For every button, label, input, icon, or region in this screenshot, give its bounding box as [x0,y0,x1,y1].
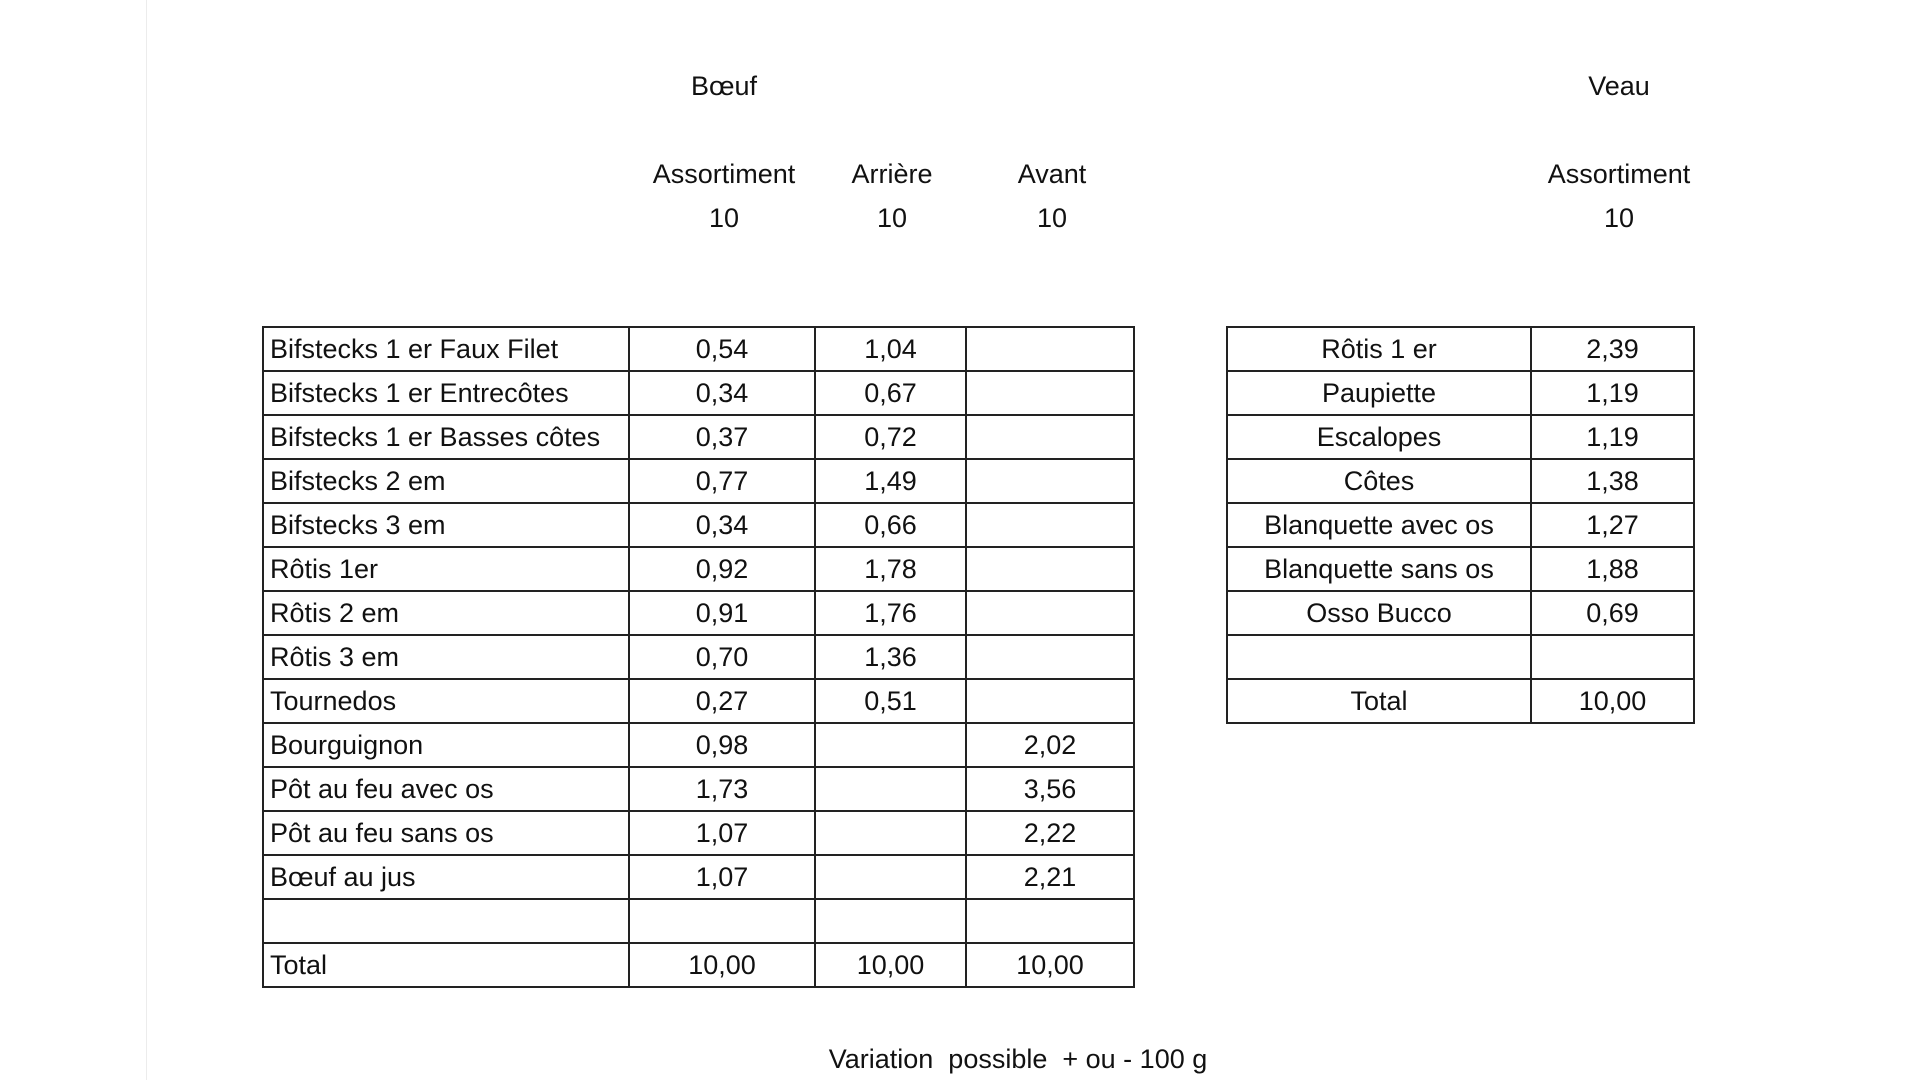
cell-avant [966,503,1134,547]
total-avant: 10,00 [966,943,1134,987]
cell-assortiment: 0,34 [629,503,815,547]
row-label: Côtes [1227,459,1531,503]
cell-assortiment: 1,73 [629,767,815,811]
cell-assortiment: 0,92 [629,547,815,591]
row-label [263,899,629,943]
cell-arriere: 0,66 [815,503,966,547]
cell-avant [966,679,1134,723]
row-label: Rôtis 1er [263,547,629,591]
cell-arriere [815,855,966,899]
table-row [263,811,1134,855]
cell-avant: 2,22 [966,811,1134,855]
boeuf-col-arriere-qty: 10 [876,203,908,233]
cell-value: 1,27 [1531,503,1694,547]
row-label: Blanquette sans os [1227,547,1531,591]
table-row-total [263,943,1134,987]
cell-avant: 2,02 [966,723,1134,767]
row-label: Bifstecks 3 em [263,503,629,547]
cell-arriere [815,899,966,943]
cell-arriere: 0,67 [815,371,966,415]
cell-arriere: 1,78 [815,547,966,591]
cell-assortiment: 0,37 [629,415,815,459]
boeuf-col-assortiment-qty: 10 [708,203,740,233]
table-row [263,503,1134,547]
total-value: 10,00 [1531,679,1694,723]
table-row [1227,327,1694,371]
table-row [263,855,1134,899]
boeuf-col-avant-qty: 10 [1036,203,1068,233]
cell-arriere [815,767,966,811]
table-row [263,635,1134,679]
cell-avant [966,371,1134,415]
row-label: Bœuf au jus [263,855,629,899]
table-row [1227,591,1694,635]
cell-assortiment: 0,34 [629,371,815,415]
boeuf-table [262,326,1135,988]
table-row [263,547,1134,591]
cell-avant [966,547,1134,591]
cell-avant [966,415,1134,459]
cell-arriere: 1,49 [815,459,966,503]
cell-assortiment: 1,07 [629,855,815,899]
row-label: Osso Bucco [1227,591,1531,635]
row-label: Rôtis 2 em [263,591,629,635]
row-label: Bifstecks 1 er Faux Filet [263,327,629,371]
table-row [1227,547,1694,591]
cell-avant [966,635,1134,679]
veau-col-assortiment-qty: 10 [1603,203,1635,233]
cell-assortiment [629,899,815,943]
cell-assortiment: 0,70 [629,635,815,679]
cell-assortiment: 0,27 [629,679,815,723]
cell-arriere: 0,51 [815,679,966,723]
row-label: Escalopes [1227,415,1531,459]
cell-assortiment: 0,54 [629,327,815,371]
cell-arriere: 1,04 [815,327,966,371]
cell-avant: 2,21 [966,855,1134,899]
cell-avant [966,327,1134,371]
table-row [263,327,1134,371]
total-assortiment: 10,00 [629,943,815,987]
cell-assortiment: 0,98 [629,723,815,767]
table-row [263,767,1134,811]
row-label: Pôt au feu sans os [263,811,629,855]
cell-arriere: 0,72 [815,415,966,459]
table-row [263,591,1134,635]
table-row-empty [263,899,1134,943]
total-label: Total [263,943,629,987]
row-label: Paupiette [1227,371,1531,415]
row-label: Blanquette avec os [1227,503,1531,547]
table-row [263,459,1134,503]
table-row [1227,371,1694,415]
table-row [263,371,1134,415]
row-label: Bifstecks 1 er Entrecôtes [263,371,629,415]
cell-arriere [815,723,966,767]
table-row-empty [1227,635,1694,679]
cell-value: 0,69 [1531,591,1694,635]
cell-value: 1,38 [1531,459,1694,503]
table-row [1227,415,1694,459]
cell-assortiment: 0,77 [629,459,815,503]
boeuf-title: Bœuf [690,71,758,101]
cell-arriere: 1,36 [815,635,966,679]
row-label [1227,635,1531,679]
cell-value: 1,88 [1531,547,1694,591]
cell-value: 1,19 [1531,371,1694,415]
total-label: Total [1227,679,1531,723]
table-row [263,723,1134,767]
row-label: Bifstecks 1 er Basses côtes [263,415,629,459]
cell-avant [966,591,1134,635]
cell-assortiment: 0,91 [629,591,815,635]
boeuf-col-assortiment-header: Assortiment [652,159,796,189]
row-label: Pôt au feu avec os [263,767,629,811]
cell-value [1531,635,1694,679]
boeuf-col-arriere-header: Arrière [851,159,933,189]
veau-title: Veau [1588,71,1650,101]
cell-avant [966,459,1134,503]
row-label: Bourguignon [263,723,629,767]
row-label: Tournedos [263,679,629,723]
veau-table [1226,326,1695,724]
row-label: Rôtis 1 er [1227,327,1531,371]
table-row [1227,503,1694,547]
table-row [1227,459,1694,503]
cell-avant [966,899,1134,943]
total-arriere: 10,00 [815,943,966,987]
cell-avant: 3,56 [966,767,1134,811]
table-row-total [1227,679,1694,723]
cell-arriere: 1,76 [815,591,966,635]
veau-col-assortiment-header: Assortiment [1547,159,1691,189]
table-row [263,415,1134,459]
row-label: Rôtis 3 em [263,635,629,679]
cell-assortiment: 1,07 [629,811,815,855]
page-margin [0,0,147,1080]
table-row [263,679,1134,723]
boeuf-col-avant-header: Avant [1017,159,1087,189]
variation-note: Variation possible + ou - 100 g [828,1044,1208,1074]
row-label: Bifstecks 2 em [263,459,629,503]
cell-value: 2,39 [1531,327,1694,371]
cell-value: 1,19 [1531,415,1694,459]
cell-arriere [815,811,966,855]
